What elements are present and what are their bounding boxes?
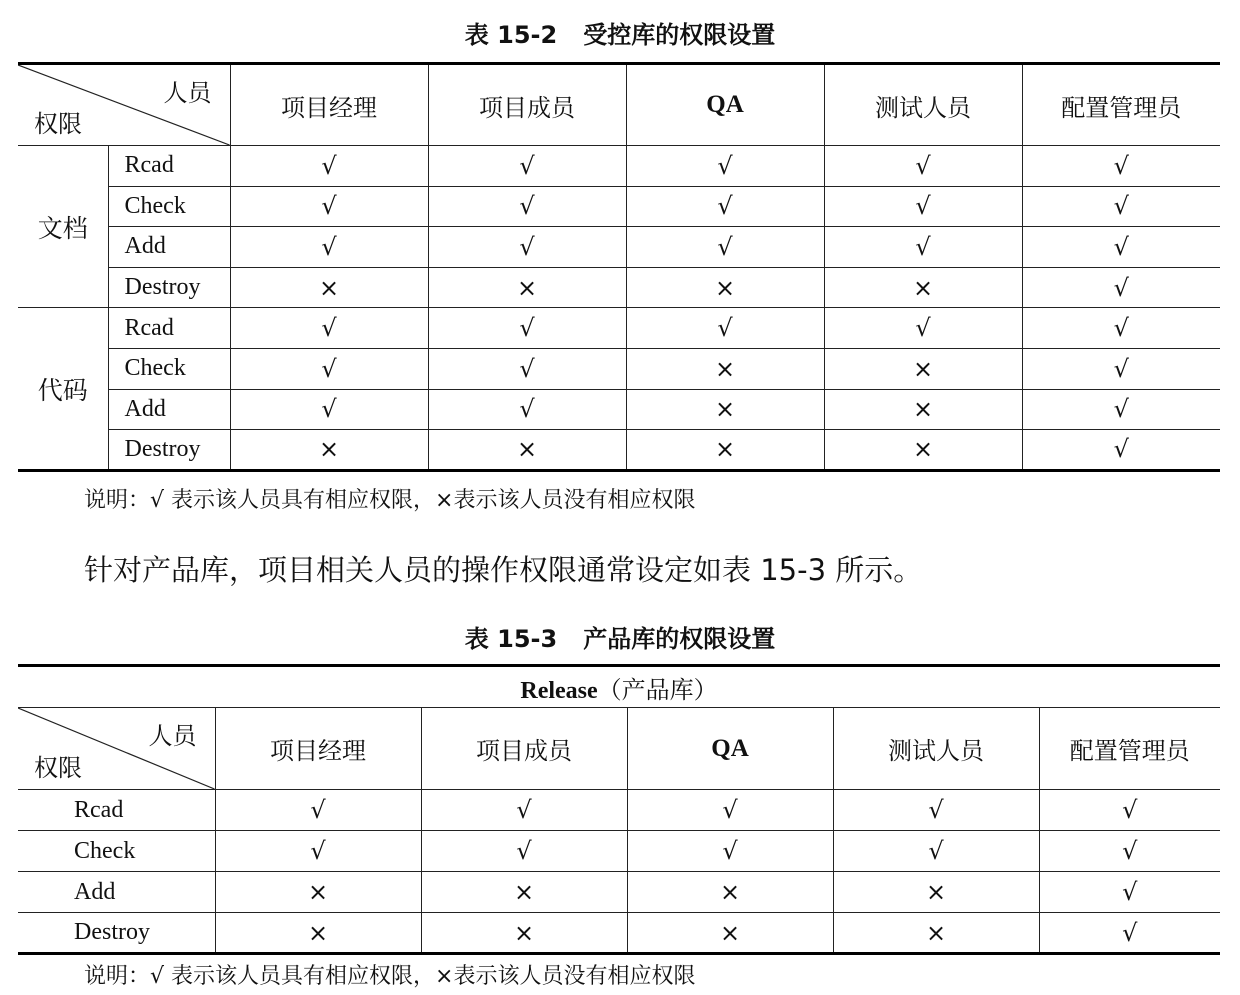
- permission-mark: √: [1022, 267, 1220, 308]
- table-row: [18, 267, 1220, 308]
- permission-mark: ×: [627, 872, 833, 913]
- permission-mark: √: [230, 146, 428, 187]
- permission-label: Rcad: [108, 308, 230, 349]
- permission-mark: √: [626, 186, 824, 227]
- permission-mark: √: [627, 831, 833, 872]
- permission-mark: √: [215, 831, 421, 872]
- table2-title-row: [18, 666, 1220, 708]
- table2-title-latin: Release: [520, 677, 598, 704]
- table2-role-header: 配置管理员: [1039, 708, 1220, 790]
- permission-mark: ×: [230, 430, 428, 471]
- permission-mark: ×: [215, 913, 421, 954]
- permission-mark: √: [230, 227, 428, 268]
- table2-caption-text: 产品库的权限设置: [583, 625, 776, 653]
- permission-label: Check: [18, 831, 215, 872]
- permission-mark: ×: [626, 267, 824, 308]
- table1-role-header: 配置管理员: [1022, 64, 1220, 146]
- permission-mark: √: [627, 790, 833, 831]
- table-row: [18, 790, 1220, 831]
- permission-mark: ×: [824, 430, 1022, 471]
- permission-mark: √: [626, 146, 824, 187]
- table-row: [18, 872, 1220, 913]
- table-row: [18, 389, 1220, 430]
- table1-role-header: 项目经理: [230, 64, 428, 146]
- permission-mark: ×: [428, 267, 626, 308]
- table1-header-row: [18, 64, 1220, 146]
- table2-role-header: 项目经理: [215, 708, 421, 790]
- table-row: [18, 308, 1220, 349]
- table1-role-header: 测试人员: [824, 64, 1022, 146]
- table1-role-header: 项目成员: [428, 64, 626, 146]
- permission-mark: √: [833, 790, 1039, 831]
- table1-corner-cell: [18, 64, 230, 146]
- table1-caption: [0, 20, 1240, 50]
- permission-mark: ×: [215, 872, 421, 913]
- permission-label: Add: [108, 227, 230, 268]
- table-row: [18, 186, 1220, 227]
- permission-mark: √: [1039, 831, 1220, 872]
- permission-mark: √: [421, 790, 627, 831]
- permission-mark: ×: [428, 430, 626, 471]
- permission-mark: √: [428, 348, 626, 389]
- permission-mark: ×: [833, 913, 1039, 954]
- permission-mark: √: [1022, 348, 1220, 389]
- table-row: [18, 348, 1220, 389]
- table1-note: 说明：√ 表示该人员具有相应权限，×表示该人员没有相应权限: [84, 488, 696, 513]
- permission-label: Destroy: [108, 267, 230, 308]
- permission-mark: √: [1022, 430, 1220, 471]
- permission-mark: √: [230, 348, 428, 389]
- permission-mark: √: [230, 389, 428, 430]
- permission-label: Rcad: [18, 790, 215, 831]
- permission-mark: √: [824, 186, 1022, 227]
- permission-mark: ×: [824, 348, 1022, 389]
- permission-label: Rcad: [108, 146, 230, 187]
- table2-corner-cell: [18, 708, 215, 790]
- permission-mark: √: [428, 227, 626, 268]
- table2-role-header: 测试人员: [833, 708, 1039, 790]
- table2-header-row: [18, 708, 1220, 790]
- permission-mark: ×: [626, 389, 824, 430]
- permission-mark: √: [1039, 872, 1220, 913]
- table-row: [18, 913, 1220, 954]
- permission-label: Check: [108, 186, 230, 227]
- permission-mark: √: [428, 308, 626, 349]
- permission-mark: √: [215, 790, 421, 831]
- permission-label: Add: [108, 389, 230, 430]
- permission-mark: ×: [626, 430, 824, 471]
- permission-mark: √: [1022, 308, 1220, 349]
- permission-mark: √: [626, 227, 824, 268]
- table-row: [18, 146, 1220, 187]
- permission-label: Add: [18, 872, 215, 913]
- table1-corner-top: 人员: [163, 79, 212, 107]
- table2-role-header: QA: [627, 708, 833, 790]
- table2-corner-top: 人员: [148, 722, 197, 750]
- table2-title-cn: （产品库）: [597, 675, 718, 704]
- table-row: [18, 831, 1220, 872]
- permission-mark: ×: [421, 913, 627, 954]
- permission-label: Destroy: [108, 430, 230, 471]
- permission-mark: √: [626, 308, 824, 349]
- permission-mark: √: [824, 146, 1022, 187]
- permission-mark: √: [1022, 227, 1220, 268]
- table2-role-header: 项目成员: [421, 708, 627, 790]
- permission-mark: √: [1039, 790, 1220, 831]
- permission-mark: ×: [833, 872, 1039, 913]
- permission-mark: √: [230, 186, 428, 227]
- permission-label: Destroy: [18, 913, 215, 954]
- table2-title-cell: [18, 666, 1220, 708]
- permission-mark: √: [824, 308, 1022, 349]
- permission-mark: √: [824, 227, 1022, 268]
- table1-role-header: QA: [626, 64, 824, 146]
- group-label: 文档: [18, 146, 108, 308]
- permission-mark: √: [1039, 913, 1220, 954]
- permission-mark: ×: [421, 872, 627, 913]
- permission-mark: √: [428, 186, 626, 227]
- table-row: [18, 430, 1220, 471]
- permission-mark: ×: [627, 913, 833, 954]
- table2-note: 说明：√ 表示该人员具有相应权限，×表示该人员没有相应权限: [84, 964, 696, 989]
- product-library-permissions-table: [18, 664, 1220, 955]
- permission-mark: √: [230, 308, 428, 349]
- permission-mark: √: [421, 831, 627, 872]
- table1-caption-text: 受控库的权限设置: [583, 21, 776, 49]
- permission-mark: √: [1022, 186, 1220, 227]
- permission-mark: ×: [230, 267, 428, 308]
- table2-corner-bottom: 权限: [34, 754, 82, 782]
- permission-mark: √: [1022, 146, 1220, 187]
- permission-mark: √: [428, 389, 626, 430]
- permission-mark: ×: [824, 389, 1022, 430]
- permission-mark: √: [1022, 389, 1220, 430]
- permission-mark: √: [833, 831, 1039, 872]
- permission-mark: ×: [626, 348, 824, 389]
- table-row: [18, 227, 1220, 268]
- permission-label: Check: [108, 348, 230, 389]
- table2-caption-number: 表 15-3: [464, 625, 558, 653]
- body-paragraph: 针对产品库，项目相关人员的操作权限通常设定如表 15-3 所示。: [84, 553, 923, 587]
- permission-mark: √: [428, 146, 626, 187]
- group-label: 代码: [18, 308, 108, 470]
- table1-corner-bottom: 权限: [34, 110, 82, 138]
- permission-mark: ×: [824, 267, 1022, 308]
- table2-caption: [0, 624, 1240, 654]
- controlled-library-permissions-table: [18, 62, 1220, 472]
- table1-caption-number: 表 15-2: [464, 21, 558, 49]
